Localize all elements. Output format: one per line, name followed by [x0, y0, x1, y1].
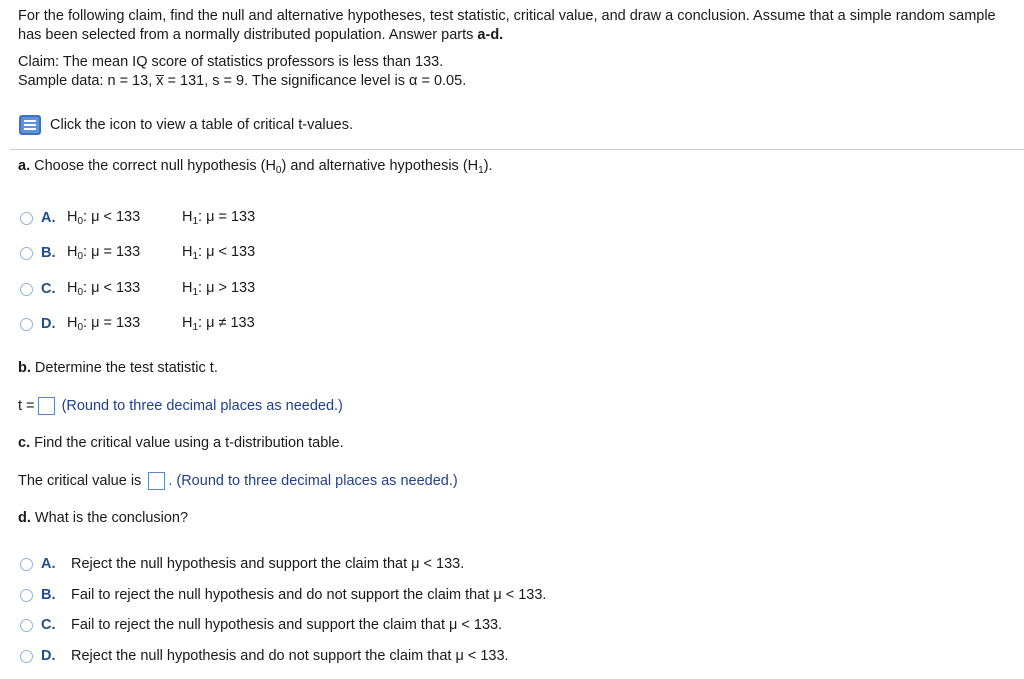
part-d-option-d[interactable]: D. Reject the null hypothesis and do not support the claim that μ < 133.: [20, 648, 509, 664]
radio-button[interactable]: [20, 212, 33, 225]
part-d-option-a[interactable]: A. Reject the null hypothesis and support the claim that μ < 133.: [20, 556, 464, 572]
part-a-option-a[interactable]: A. $H_0$: μ < 133 $H_1$: μ = 133: [20, 209, 255, 227]
question-intro: For the following claim, find the null and alternative hypotheses, test statistic, critical value, and draw a conclusion. Assume that a simple random sample has been selected from a normally distributed population. Answer parts a-d.: [18, 8, 996, 43]
radio-button[interactable]: [20, 619, 33, 632]
critical-value-input[interactable]: [148, 472, 165, 490]
table-icon[interactable]: [18, 114, 42, 136]
part-c-answer-row: [18, 472, 458, 490]
radio-button[interactable]: [20, 650, 33, 663]
part-b-answer-row: [18, 397, 343, 415]
part-a-option-d[interactable]: D. $H_0$: μ = 133 $H_1$: μ ≠ 133: [20, 315, 255, 333]
part-b-prompt: b. Determine the test statistic t.: [18, 360, 218, 376]
claim-block: [18, 53, 466, 91]
part-a-option-c[interactable]: C. $H_0$: μ < 133 $H_1$: μ > 133: [20, 280, 255, 298]
sample-data-text: Sample data: n = 13, x̅ = 131, s = 9. The significance level is α = 0.05.: [18, 73, 467, 89]
part-d-option-c[interactable]: C. Fail to reject the null hypothesis and support the claim that μ < 133.: [20, 617, 502, 633]
critical-values-link-text: Click the icon to view a table of critical t-values.: [50, 117, 354, 133]
part-c-hint: . (Round to three decimal places as needed.): [168, 472, 458, 489]
radio-button[interactable]: [20, 283, 33, 296]
divider: [10, 149, 1024, 150]
part-b-hint: (Round to three decimal places as needed.): [61, 397, 343, 414]
t-statistic-input[interactable]: [38, 397, 55, 415]
part-d-option-b[interactable]: B. Fail to reject the null hypothesis and do not support the claim that μ < 133.: [20, 587, 546, 603]
part-a-prompt: a. Choose the correct null hypothesis $(H_0)$ and alternative hypothesis $(H_1)$.: [18, 158, 493, 176]
critical-value-label: The critical value is: [18, 472, 142, 489]
part-d-prompt: d. What is the conclusion?: [18, 510, 189, 526]
part-a-option-b[interactable]: B. $H_0$: μ = 133 $H_1$: μ < 133: [20, 244, 255, 262]
claim-text: Claim: The mean IQ score of statistics professors is less than 133.: [18, 54, 444, 70]
t-label: t =: [18, 397, 35, 414]
radio-button[interactable]: [20, 318, 33, 331]
radio-button[interactable]: [20, 247, 33, 260]
critical-values-link-row: [18, 114, 353, 136]
part-c-prompt: c. Find the critical value using a t-distribution table.: [18, 435, 344, 451]
radio-button[interactable]: [20, 558, 33, 571]
radio-button[interactable]: [20, 589, 33, 602]
